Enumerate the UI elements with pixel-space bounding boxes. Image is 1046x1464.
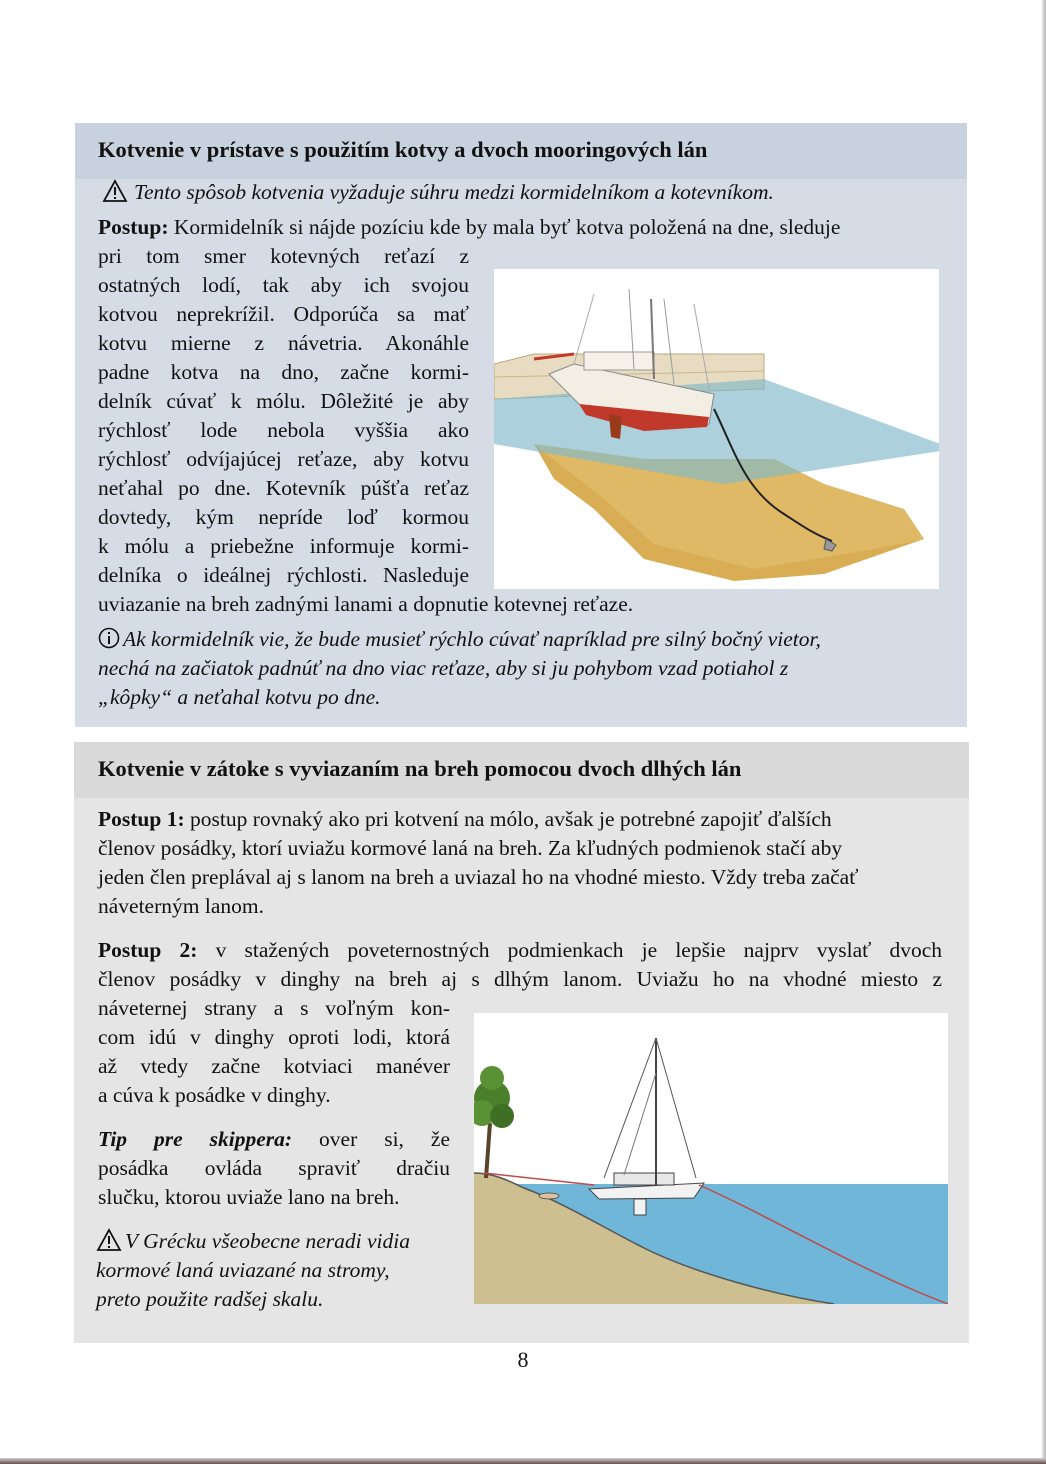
text-line: com idú v dinghy oproti lodi, ktorá xyxy=(98,1025,450,1049)
postup1-label: Postup 1: xyxy=(98,807,185,831)
text-line: slučku, ktorou uviaže lano na breh. xyxy=(98,1185,400,1209)
text-line: a cúva k posádke v dinghy. xyxy=(98,1083,331,1107)
section-harbor-anchoring xyxy=(75,123,967,727)
postup-label: Postup: xyxy=(98,215,169,239)
text-line: neťahal po dne. Kotevník púšťa reťaz xyxy=(98,476,469,500)
text-line: náveterným lanom. xyxy=(98,894,264,918)
warning-note-line: preto použite radšej skalu. xyxy=(96,1287,324,1311)
warning-note-line: kormové laná uviazané na stromy, xyxy=(96,1258,390,1282)
text-line: členov posádky v dinghy na breh aj s dlhým lanom. Uviažu ho na vhodné miesto z xyxy=(98,967,942,991)
postup-text: Kormidelník si nájde pozíciu kde by mala byť kotva položená na dne, sleduje xyxy=(168,215,841,239)
text-line: k mólu a priebežne informuje kormi- xyxy=(98,534,469,558)
text-line: kotvou neprekrížil. Odporúča sa mať xyxy=(98,302,469,326)
tip-line: Tip pre skippera: over si, že xyxy=(98,1127,450,1151)
warning-note-line: V Grécku všeobecne neradi vidia xyxy=(96,1227,410,1256)
info-note-line: „kôpky“ a neťahal kotvu po dne. xyxy=(98,685,381,709)
text-line: delníka o ideálnej rýchlosti. Nasleduje xyxy=(98,563,469,587)
page-edge xyxy=(1042,0,1046,1464)
text-line: delník cúvať k mólu. Dôležité je aby xyxy=(98,389,469,413)
info-circle-icon xyxy=(98,627,120,649)
text-line: náveternej strany a s voľným kon- xyxy=(98,996,450,1020)
text-line: posádka ovláda spraviť dračiu xyxy=(98,1156,450,1180)
page-number: 8 xyxy=(517,1347,529,1372)
text-line: jeden člen preplával aj s lanom na breh a uviazal ho na vhodné miesto. Vždy treba začať xyxy=(98,865,859,889)
postup-first-line xyxy=(98,213,840,242)
text-line: pri tom smer kotevných reťazí z xyxy=(98,244,469,268)
info-note-line xyxy=(98,625,821,654)
warning-triangle-icon xyxy=(102,179,128,203)
section-header xyxy=(75,123,967,179)
tip-label: Tip pre skippera: xyxy=(98,1127,293,1151)
text-line: uviazanie na breh zadnými lanami a dopnutie kotevnej reťaze. xyxy=(98,592,634,616)
postup2-label: Postup 2: xyxy=(98,938,198,962)
section-bay-anchoring xyxy=(74,742,969,1343)
postup2-line: Postup 2: v stažených poveternostných podmienkach je lepšie najprv vyslať dvoch xyxy=(98,938,943,962)
text-line: členov posádky, ktorí uviažu kormové laná na breh. Za kľudných podmienok stačí aby xyxy=(98,836,843,860)
page-edge xyxy=(0,1458,1046,1464)
section-header xyxy=(74,742,969,798)
text-line: ostatných lodí, tak aby ich svojou xyxy=(98,273,469,297)
text-line: dovtedy, kým nepríde loď kormou xyxy=(98,505,469,529)
text-line: rýchlosť lode nebola vyššia ako xyxy=(98,418,469,442)
warning-text: Tento spôsob kotvenia vyžaduje súhru medzi kormidelníkom a kotevníkom. xyxy=(134,180,774,204)
info-note-line: nechá na začiatok padnúť na dno viac reťaze, aby si ju pohybom vzad potiahol z xyxy=(98,656,789,680)
bay-anchoring-illustration xyxy=(474,1013,948,1304)
info-text: Ak kormidelník vie, že bude musieť rýchlo cúvať napríklad pre silný bočný vietor, xyxy=(123,627,821,651)
text-line: padne kotva na dno, začne kormi- xyxy=(98,360,469,384)
text-line: rýchlosť odvíjajúcej reťaze, aby kotvu xyxy=(98,447,469,471)
section-title: Kotvenie v prístave s použitím kotvy a dvoch mooringových lán xyxy=(98,137,708,162)
postup1-line: Postup 1: postup rovnaký ako pri kotvení na mólo, avšak je potrebné zapojiť ďalších xyxy=(98,807,832,831)
text-line: kotvu mierne z návetria. Akonáhle xyxy=(98,331,469,355)
warning-note xyxy=(102,178,774,207)
warning-triangle-icon xyxy=(96,1228,122,1252)
section-title: Kotvenie v zátoke s vyviazaním na breh pomocou dvoch dlhých lán xyxy=(98,756,742,781)
text-line: až vtedy začne kotviaci manéver xyxy=(98,1054,450,1078)
harbor-anchoring-illustration xyxy=(494,269,939,589)
